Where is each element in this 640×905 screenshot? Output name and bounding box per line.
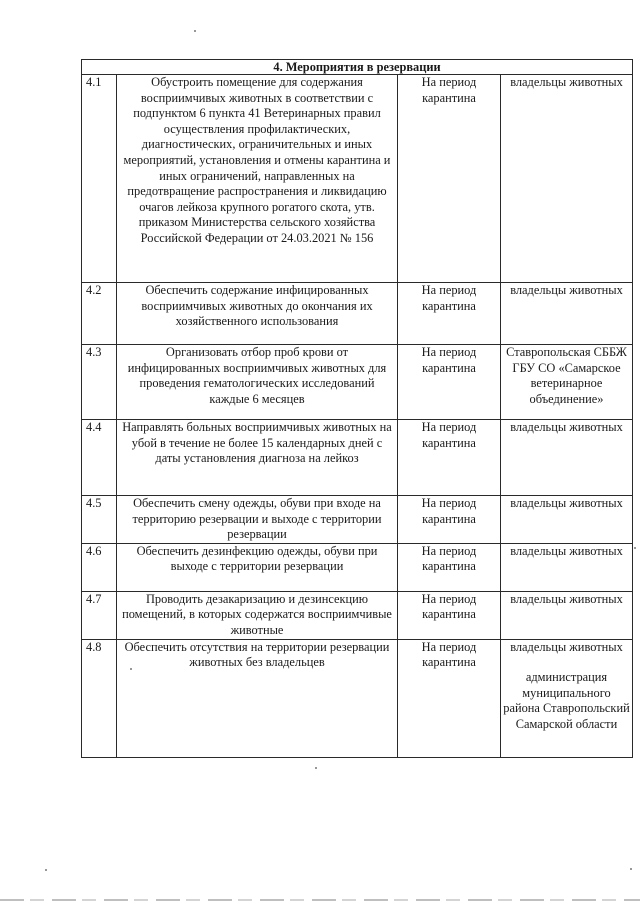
row-measure: Обеспечить дезинфекцию одежды, обуви при выходе с территории резервации <box>117 543 398 591</box>
row-period: На период карантина <box>398 496 501 544</box>
row-number: 4.7 <box>82 591 117 639</box>
row-period: На период карантина <box>398 639 501 757</box>
table-row <box>82 420 633 496</box>
section-header-row <box>82 60 633 75</box>
row-measure: Направлять больных восприимчивых животных на убой в течение не более 15 календарных дней с даты установления диагноза на лейкоз <box>117 420 398 496</box>
scan-speck <box>315 767 317 769</box>
measures-table <box>81 59 633 758</box>
row-responsible: владельцы животных <box>501 283 633 345</box>
row-period: На период карантина <box>398 75 501 283</box>
row-number: 4.2 <box>82 283 117 345</box>
table-row <box>82 591 633 639</box>
row-period: На период карантина <box>398 543 501 591</box>
row-number: 4.5 <box>82 496 117 544</box>
row-number: 4.6 <box>82 543 117 591</box>
row-responsible: владельцы животных <box>501 75 633 283</box>
row-responsible: владельцы животных <box>510 639 623 654</box>
scan-speck <box>194 30 196 32</box>
row-number: 4.1 <box>82 75 117 283</box>
row-number: 4.8 <box>82 639 117 757</box>
row-responsible-extra: администрация муниципального района Ставропольский Самарской области <box>503 670 630 731</box>
table-row <box>82 639 633 757</box>
spacer <box>503 655 630 670</box>
table-row <box>82 543 633 591</box>
row-number: 4.4 <box>82 420 117 496</box>
table-row <box>82 345 633 420</box>
row-period: На период карантина <box>398 420 501 496</box>
scan-speck <box>630 868 632 870</box>
row-period: На период карантина <box>398 283 501 345</box>
table-row <box>82 283 633 345</box>
row-responsible: владельцы животных <box>501 591 633 639</box>
scan-speck <box>45 869 47 871</box>
row-period: На период карантина <box>398 345 501 420</box>
row-measure: Обеспечить содержание инфицированных восприимчивых животных до окончания их хозяйственного использования <box>117 283 398 345</box>
section-title: 4. Мероприятия в резервации <box>273 60 441 74</box>
row-responsible: владельцы животных <box>501 496 633 544</box>
table-row <box>82 75 633 283</box>
table-row <box>82 496 633 544</box>
row-measure: Обеспечить отсутствия на территории резервации животных без владельцев <box>117 639 398 757</box>
row-measure: Проводить дезакаризацию и дезинсекцию помещений, в которых содержатся восприимчивые животные <box>117 591 398 639</box>
row-responsible-cell <box>501 639 633 757</box>
row-measure: Организовать отбор проб крови от инфицированных восприимчивых животных для проведения гематологических исследований каждые 6 месяцев <box>117 345 398 420</box>
scan-edge <box>0 899 640 901</box>
row-number: 4.3 <box>82 345 117 420</box>
scan-speck <box>130 668 132 670</box>
scan-speck <box>634 547 636 549</box>
row-measure: Обеспечить смену одежды, обуви при входе на территорию резервации и выходе с территории резервации <box>117 496 398 544</box>
row-responsible: владельцы животных <box>501 420 633 496</box>
section-title-cell <box>82 60 633 75</box>
row-responsible: Ставропольская СББЖ ГБУ СО «Самарское ветеринарное объединение» <box>501 345 633 420</box>
row-measure: Обустроить помещение для содержания восприимчивых животных в соответствии с подпунктом 6 пункта 41 Ветеринарных правил осуществления профилактических, диагностических, ограничительных и иных мероприятий, установления и отмены карантина и иных ограничений, направленных на предотвращение распространения и ликвидацию очагов лейкоза крупного рогатого скота, утв. приказом Министерства сельского хозяйства Российской Федерации от 24.03.2021 № 156 <box>117 75 398 283</box>
row-period: На период карантина <box>398 591 501 639</box>
row-responsible: владельцы животных <box>501 543 633 591</box>
